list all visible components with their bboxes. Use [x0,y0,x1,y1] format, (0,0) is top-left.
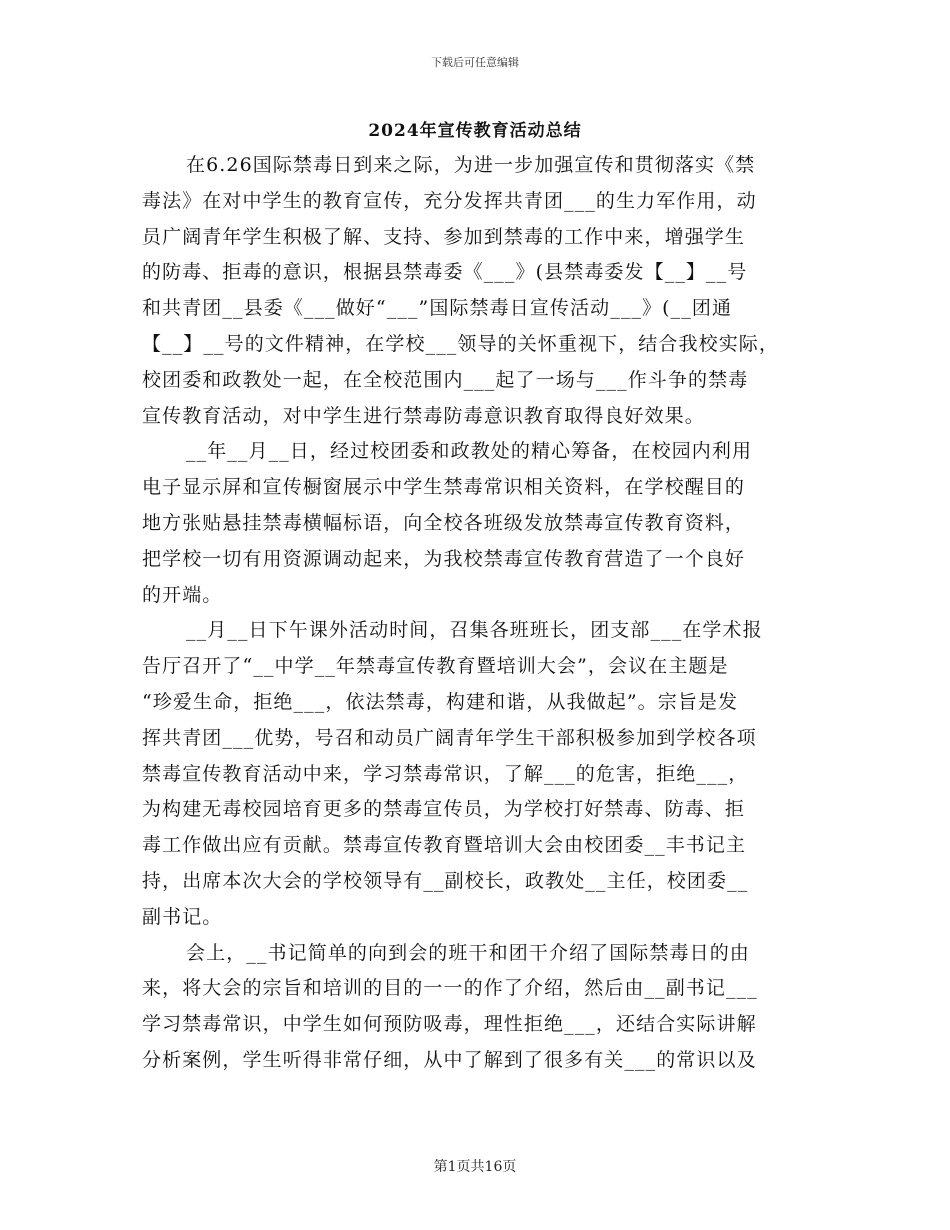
text-line: 校团委和政教处一起，在全校范围内___起了一场与___作斗争的禁毒 [142,368,749,391]
text-line: __月__日下午课外活动时间，召集各班班长，团支部___在学术报 [186,619,763,642]
page-header-note: 下载后可任意编辑 [431,56,519,69]
text-line: 的开端。 [142,583,223,606]
text-line: 告厅召开了“__中学__年禁毒宣传教育暨培训大会”，会议在主题是 [142,655,729,678]
page-number: 第1页共16页 [433,1159,517,1175]
text-line: 会上，__书记简单的向到会的班干和团干介绍了国际禁毒日的由 [186,941,750,964]
text-line: 和共青团__县委《___做好“___”国际禁毒日宣传活动___》(__团通 [142,297,733,320]
text-line: “珍爱生命，拒绝___，依法禁毒，构建和谐，从我做起”。宗旨是发 [142,690,739,713]
text-line: 分析案例，学生听得非常仔细，从中了解到了很多有关___的常识以及 [142,1048,757,1071]
document-body [142,148,812,1079]
text-line: 禁毒宣传教育活动中来，学习禁毒常识，了解___的危害，拒绝___， [142,762,749,785]
text-line: 把学校一切有用资源调动起来，为我校禁毒宣传教育营造了一个良好 [142,547,746,570]
text-line: __年__月__日，经过校团委和政教处的精心筹备，在校园内利用 [186,440,753,463]
text-line: 持，出席本次大会的学校领导有__副校长，政教处__主任，校团委__ [142,869,749,892]
text-line: 学习禁毒常识，中学生如何预防吸毒，理性拒绝___，还结合实际讲解 [142,1013,757,1036]
text-line: 副书记。 [142,905,223,928]
text-line: 在6.26国际禁毒日到来之际，为进一步加强宣传和贯彻落实《禁 [186,154,756,176]
text-line: 员广阔青年学生积极了解、支持、参加到禁毒的工作中来，增强学生 [142,225,746,248]
text-line: 【__】__号的文件精神，在学校___领导的关怀重视下，结合我校实际， [142,332,780,355]
text-line: 为构建无毒校园培育更多的禁毒宣传员，为学校打好禁毒、防毒、拒 [142,798,746,821]
text-line: 宣传教育活动，对中学生进行禁毒防毒意识教育取得良好效果。 [142,404,705,427]
text-line: 毒法》在对中学生的教育宣传，充分发挥共青团___的生力军作用，动 [142,189,757,212]
text-line: 地方张贴悬挂禁毒横幅标语，向全校各班级发放禁毒宣传教育资料， [142,511,746,534]
text-line: 的防毒、拒毒的意识，根据县禁毒委《___》(县禁毒委发【__】__号 [142,261,748,284]
text-line: 毒工作做出应有贡献。禁毒宣传教育暨培训大会由校团委__丰书记主 [142,834,747,857]
text-line: 电子显示屏和宣传橱窗展示中学生禁毒常识相关资料，在学校醒目的 [142,476,746,499]
document-title: 2024年宣传教育活动总结 [368,121,582,141]
text-line: 挥共青团___优势，号召和动员广阔青年学生干部积极参加到学校各项 [142,726,757,749]
text-line: 来，将大会的宗旨和培训的目的一一的作了介绍，然后由__副书记___ [142,977,758,1000]
